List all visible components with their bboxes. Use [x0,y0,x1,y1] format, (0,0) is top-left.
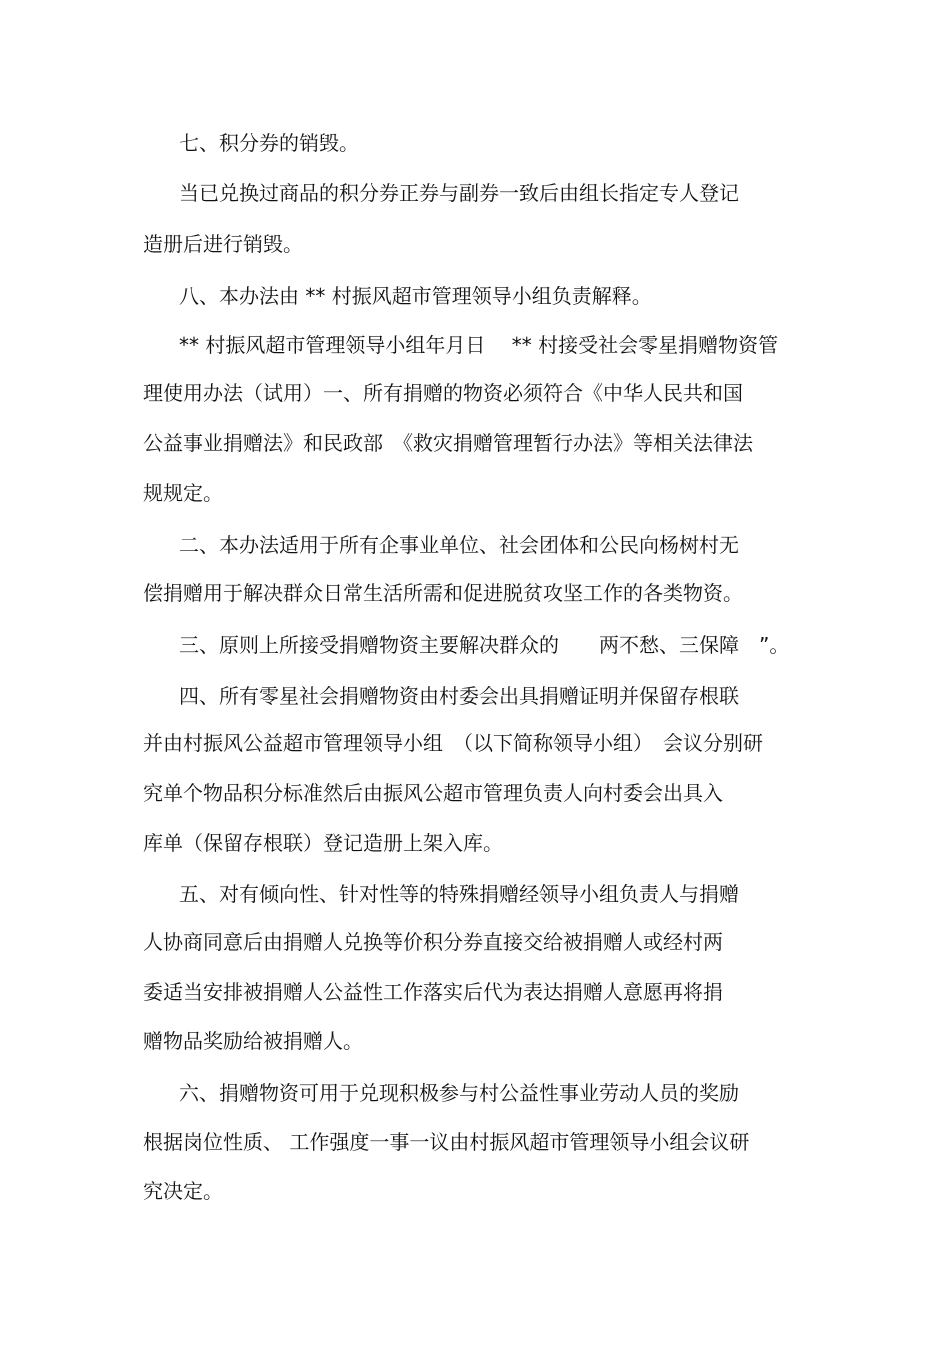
text-line: 究决定。 [143,1179,223,1203]
text-line: 造册后进行销毁。 [143,232,303,256]
text-line: 四、所有零星社会捐赠物资由村委会出具捐赠证明并保留存根联 [179,684,739,708]
text-line: 八、本办法由 ** 村振风超市管理领导小组负责解释。 [179,284,652,308]
text-line: 人协商同意后由捐赠人兑换等价积分券直接交给被捐赠人或经村两 [143,930,723,954]
text-line: 六、捐赠物资可用于兑现积极参与村公益性事业劳动人员的奖励 [179,1081,739,1105]
text-line: 三、原则上所接受捐赠物资主要解决群众的 两不愁、三保障 ”。 [179,633,790,657]
text-line: 根据岗位性质、 工作强度一事一议由村振风超市管理领导小组会议研 [143,1130,750,1154]
text-line: 二、本办法适用于所有企事业单位、社会团体和公民向杨树村无 [179,533,739,557]
text-line: 五、对有倾向性、针对性等的特殊捐赠经领导小组负责人与捐赠 [179,882,739,906]
text-line: 当已兑换过商品的积分券正券与副券一致后由组长指定专人登记 [179,181,739,205]
text-line: 并由村振风公益超市管理领导小组 （以下简称领导小组） 会议分别研 [143,731,763,755]
text-line: 规规定。 [143,481,223,505]
text-line: 理使用办法（试用）一、所有捐赠的物资必须符合《中华人民共和国 [143,381,743,405]
text-line: 库单（保留存根联）登记造册上架入库。 [143,831,503,855]
text-line: 七、积分券的销毁。 [179,131,359,155]
text-line: 委适当安排被捐赠人公益性工作落实后代为表达捐赠人意愿再将捐 [143,980,723,1004]
text-line: 公益事业捐赠法》和民政部 《救灾捐赠管理暂行办法》等相关法律法 [143,431,753,455]
text-line: 究单个物品积分标准然后由振风公超市管理负责人向村委会出具入 [143,781,723,805]
text-line: ** 村振风超市管理领导小组年月日 ** 村接受社会零星捐赠物资管 [179,333,779,357]
text-line: 偿捐赠用于解决群众日常生活所需和促进脱贫攻坚工作的各类物资。 [143,581,743,605]
text-line: 赠物品奖励给被捐赠人。 [143,1029,363,1053]
